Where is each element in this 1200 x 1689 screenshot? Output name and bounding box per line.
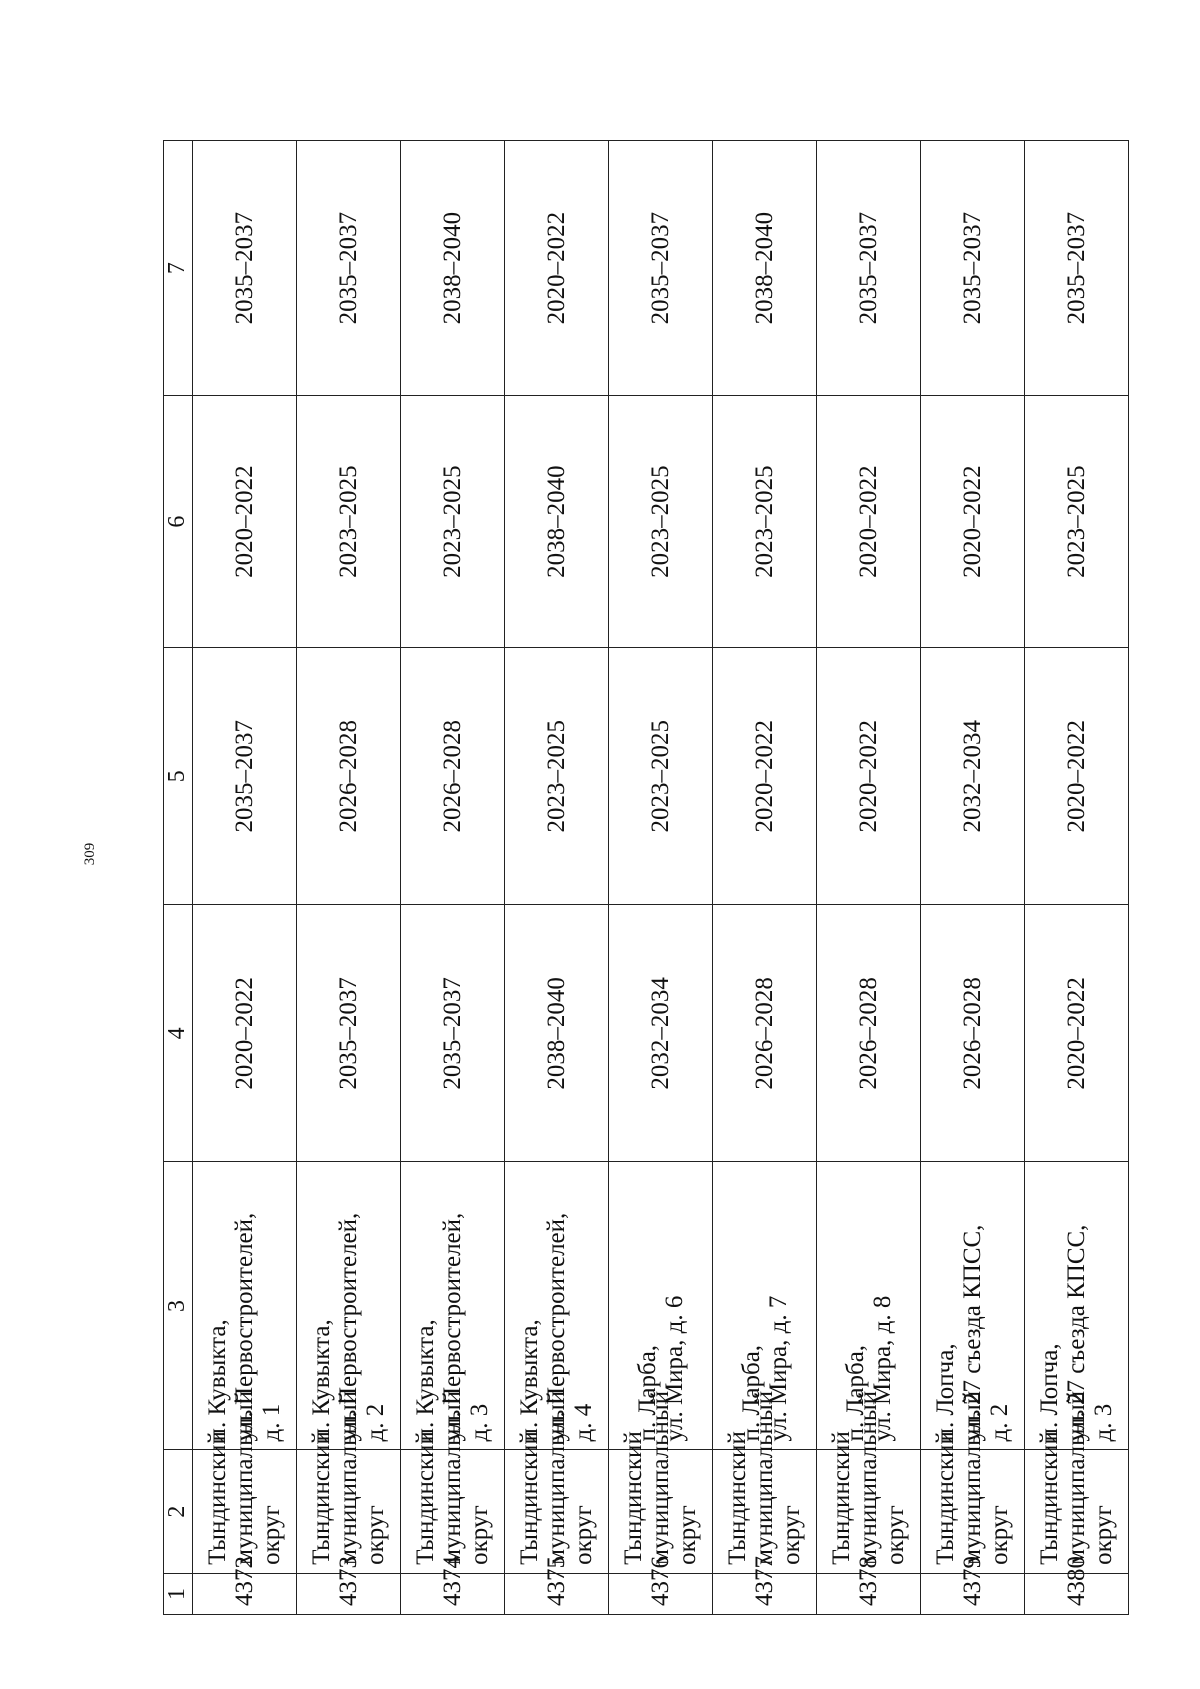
address-line: ул. Мира, д. 6 (660, 1295, 688, 1442)
period-cell-c4: 2020–2022 (1025, 905, 1129, 1162)
period-cell-c4: 2020–2022 (193, 905, 297, 1162)
period-cell-c7: 2035–2037 (297, 141, 401, 396)
period-cell-c5: 2026–2028 (297, 648, 401, 905)
period-cell-c7: 2035–2037 (921, 141, 1025, 396)
district-line: округ (1090, 1505, 1117, 1565)
address-line: д. 3 (466, 1403, 493, 1442)
period-cell-c6: 2023–2025 (1025, 396, 1129, 648)
address-line: ул. Мира, д. 7 (764, 1295, 792, 1442)
period-cell-c5: 2035–2037 (193, 648, 297, 905)
column-header: 3 (164, 1162, 193, 1450)
district-line: Тындинский (204, 1431, 231, 1565)
column-header: 2 (164, 1450, 193, 1573)
period-cell-c5: 2020–2022 (817, 648, 921, 905)
period-cell-c7: 2035–2037 (193, 141, 297, 396)
address-cell (1025, 1162, 1129, 1450)
address-cell (609, 1162, 713, 1450)
header-row (164, 141, 193, 1615)
district-line: муниципальный (439, 1390, 466, 1565)
rotated-table-container (163, 140, 1131, 1615)
district-line: муниципальный (855, 1390, 882, 1565)
district-line: Тындинский (828, 1431, 855, 1565)
table-row (401, 141, 505, 1615)
row-number-cell: 4375 (505, 1573, 609, 1614)
district-line: Тындинский (308, 1431, 335, 1565)
table-row (609, 141, 713, 1615)
district-line: округ (362, 1505, 389, 1565)
table-row (193, 141, 297, 1615)
district-line: Тындинский (1036, 1431, 1063, 1565)
period-cell-c5: 2026–2028 (401, 648, 505, 905)
period-cell-c4: 2032–2034 (609, 905, 713, 1162)
address-line: д. 2 (986, 1403, 1013, 1442)
district-line: муниципальный (959, 1390, 986, 1565)
district-line: муниципальный (543, 1390, 570, 1565)
column-header: 7 (164, 141, 193, 396)
table-row (1025, 141, 1129, 1615)
address-line: д. 2 (362, 1403, 389, 1442)
address-line: д. 4 (570, 1403, 597, 1442)
district-line: Тындинский (724, 1431, 751, 1565)
period-cell-c7: 2035–2037 (1025, 141, 1129, 396)
table-row (921, 141, 1025, 1615)
period-cell-c5: 2023–2025 (609, 648, 713, 905)
address-line: п. Кувыкта, (308, 1319, 335, 1442)
period-cell-c5: 2020–2022 (1025, 648, 1129, 905)
address-line: ул. Первостроителей, (231, 1212, 258, 1442)
district-line: муниципальный (1063, 1390, 1090, 1565)
address-line: ул. Мира, д. 8 (868, 1295, 896, 1442)
district-line: муниципальный (335, 1390, 362, 1565)
address-line: ул. 27 съезда КПСС, (959, 1224, 986, 1442)
address-cell (713, 1162, 817, 1450)
period-cell-c6: 2038–2040 (505, 396, 609, 648)
address-line: п. Кувыкта, (412, 1319, 439, 1442)
district-line: округ (986, 1505, 1013, 1565)
address-line: п. Кувыкта, (204, 1319, 231, 1442)
address-line: п. Лопча, (1036, 1343, 1063, 1442)
address-line: п. Ларба, (737, 1344, 765, 1442)
address-line: п. Ларба, (633, 1344, 661, 1442)
address-cell (401, 1162, 505, 1450)
address-line: п. Лопча, (932, 1343, 959, 1442)
period-cell-c7: 2038–2040 (401, 141, 505, 396)
table-row (297, 141, 401, 1615)
address-line: д. 1 (258, 1403, 285, 1442)
row-number-cell: 4377 (713, 1573, 817, 1614)
address-cell (505, 1162, 609, 1450)
period-cell-c5: 2020–2022 (713, 648, 817, 905)
row-number-cell: 4379 (921, 1573, 1025, 1614)
address-cell (921, 1162, 1025, 1450)
column-header: 5 (164, 648, 193, 905)
district-line: Тындинский (516, 1431, 543, 1565)
address-cell (297, 1162, 401, 1450)
period-cell-c7: 2035–2037 (817, 141, 921, 396)
address-line: ул. 27 съезда КПСС, (1063, 1224, 1090, 1442)
district-line: Тындинский (620, 1431, 647, 1565)
address-line: п. Кувыкта, (516, 1319, 543, 1442)
district-line: округ (466, 1505, 493, 1565)
period-cell-c7: 2038–2040 (713, 141, 817, 396)
table-body (193, 141, 1129, 1615)
address-line: ул. Первостроителей, (543, 1212, 570, 1442)
table-row (817, 141, 921, 1615)
row-number-cell: 4380 (1025, 1573, 1129, 1614)
period-cell-c6: 2023–2025 (297, 396, 401, 648)
period-cell-c6: 2020–2022 (921, 396, 1025, 648)
period-cell-c5: 2032–2034 (921, 648, 1025, 905)
period-cell-c6: 2023–2025 (713, 396, 817, 648)
period-cell-c4: 2026–2028 (921, 905, 1025, 1162)
period-cell-c6: 2023–2025 (609, 396, 713, 648)
row-number-cell: 4373 (297, 1573, 401, 1614)
column-header: 1 (164, 1573, 193, 1614)
period-cell-c4: 2035–2037 (401, 905, 505, 1162)
address-cell (817, 1162, 921, 1450)
district-line: муниципальный (231, 1390, 258, 1565)
period-cell-c6: 2023–2025 (401, 396, 505, 648)
period-cell-c4: 2026–2028 (713, 905, 817, 1162)
row-number-cell: 4376 (609, 1573, 713, 1614)
row-number-cell: 4372 (193, 1573, 297, 1614)
period-cell-c6: 2020–2022 (817, 396, 921, 648)
period-cell-c6: 2020–2022 (193, 396, 297, 648)
period-cell-c4: 2038–2040 (505, 905, 609, 1162)
address-line: д. 3 (1090, 1403, 1117, 1442)
address-cell (193, 1162, 297, 1450)
district-line: округ (882, 1505, 909, 1565)
district-line: округ (674, 1505, 701, 1565)
district-line: Тындинский (412, 1431, 439, 1565)
district-line: округ (778, 1505, 805, 1565)
row-number-cell: 4378 (817, 1573, 921, 1614)
district-line: округ (570, 1505, 597, 1565)
column-header: 4 (164, 905, 193, 1162)
period-cell-c4: 2026–2028 (817, 905, 921, 1162)
table-row (713, 141, 817, 1615)
district-line: муниципальный (647, 1390, 674, 1565)
table-row (505, 141, 609, 1615)
district-line: Тындинский (932, 1431, 959, 1565)
row-number-cell: 4374 (401, 1573, 505, 1614)
district-line: муниципальный (751, 1390, 778, 1565)
address-line: ул. Первостроителей, (439, 1212, 466, 1442)
period-cell-c4: 2035–2037 (297, 905, 401, 1162)
address-line: п. Ларба, (841, 1344, 869, 1442)
period-cell-c7: 2020–2022 (505, 141, 609, 396)
address-line: ул. Первостроителей, (335, 1212, 362, 1442)
period-cell-c5: 2023–2025 (505, 648, 609, 905)
registry-table (163, 140, 1129, 1615)
column-header: 6 (164, 396, 193, 648)
period-cell-c7: 2035–2037 (609, 141, 713, 396)
district-line: округ (258, 1505, 285, 1565)
page-number: 309 (82, 842, 98, 866)
